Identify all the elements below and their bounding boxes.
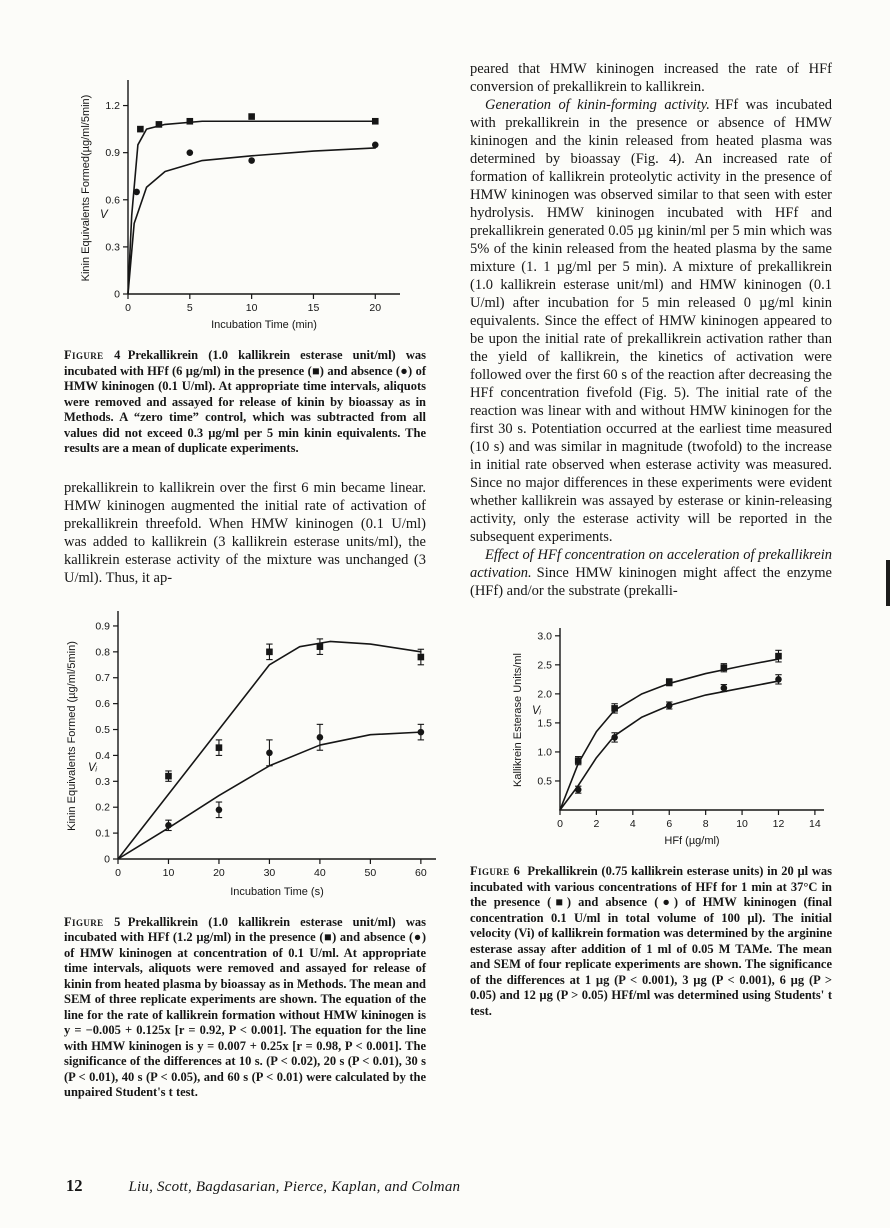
right-paragraph-effect [470,546,832,600]
figure4-chart [76,68,416,334]
figure6-chart [508,618,838,850]
figure-5 [62,601,426,906]
svg-text:0.4: 0.4 [95,749,110,762]
svg-text:3.0: 3.0 [537,630,552,643]
svg-text:50: 50 [364,866,377,879]
svg-text:20: 20 [213,866,225,879]
svg-text:0: 0 [115,866,121,879]
svg-text:40: 40 [314,866,326,879]
figure6-caption-label: Figure 6 [470,864,521,878]
svg-text:0: 0 [557,818,563,830]
svg-text:30: 30 [263,866,276,879]
running-authors: Liu, Scott, Bagdasarian, Pierce, Kaplan, and Colman [128,1179,461,1195]
svg-text:1.5: 1.5 [537,717,552,730]
svg-text:Vᵢ: Vᵢ [88,761,98,774]
svg-text:0.3: 0.3 [95,775,110,788]
svg-text:V: V [100,209,108,221]
svg-text:0: 0 [125,302,131,314]
right-column [470,60,832,1101]
svg-text:1.0: 1.0 [537,746,552,759]
figure5-caption-label: Figure 5 [64,914,121,929]
right-paragraph-generation [470,96,832,546]
svg-text:15: 15 [307,302,320,314]
svg-text:10: 10 [245,302,258,314]
left-body-paragraph: prekallikrein to kallikrein over the first 6 min became linear. HMW kininogen augmented the initial rate of activation of prekallikrein threefold. When HMW kininogen (0.1 U/ml) was added to kallikrein (3 kallikrein esterase units/ml), the kallikrein esterase activity of the mixture was unchanged (3 U/ml). Thus, it ap- [64,479,426,586]
svg-text:1.2: 1.2 [105,100,120,113]
figure-4 [76,68,426,339]
svg-text:0.3: 0.3 [105,241,120,254]
figure4-caption-text: Prekallikrein (1.0 kallikrein esterase unit/ml) was incubated with HFf (6 µg/ml) in the presence (■) and absence (●) of HMW kininogen (0.1 U/ml). At appropriate time intervals, aliquots were removed and assayed for release of kinin by bioassay as in Methods. A “zero time” control, which was subtracted from all values did not exceed 0.3 µg/ml per 5 min kinin equivalents. The results are a mean of duplicate experiments. [64,348,426,455]
figure5-chart [62,601,454,901]
svg-text:0.2: 0.2 [95,801,110,814]
svg-text:6: 6 [666,818,673,830]
svg-text:Incubation Time (min): Incubation Time (min) [211,319,317,331]
svg-text:0.7: 0.7 [95,671,110,684]
svg-text:0.5: 0.5 [537,775,552,788]
figure4-caption [64,348,426,457]
figure5-caption-text: Prekallikrein (1.0 kallikrein esterase unit/ml) was incubated with HFf (1.2 µg/ml) in the presence (■) and absence (●) of HMW kininogen at concentration of 0.1 U/ml. At appropriate time intervals, aliquots were removed and assayed for release of kinin from heated plasma by bioassay as in Methods. The mean and SEM of three replicate experiments are shown. The equation of the line for the rate of kallikrein formation without HMW kininogen is y = −0.005 + 0.125x [r = 0.92, P < 0.001]. The equation for the line with HMW kininogen is y = 0.007 + 0.25x [r = 0.98, P < 0.001]. The significance of the differences at 10 s. (P < 0.02), 20 s (P < 0.01), 30 s (P < 0.01), 40 s (P < 0.05), and 60 s (P < 0.01) were calculated by the unpaired Student's t test. [64,914,426,1099]
svg-text:0: 0 [114,288,120,301]
figure-6 [508,618,832,855]
two-column-layout [64,60,832,1101]
svg-text:2.0: 2.0 [537,688,552,701]
svg-text:10: 10 [162,866,175,879]
svg-text:Incubation Time (s): Incubation Time (s) [230,885,324,898]
generation-heading: Generation of kinin-forming activity. [485,97,710,113]
svg-text:Vᵢ: Vᵢ [532,705,542,717]
svg-text:8: 8 [702,818,709,830]
left-column [64,60,426,1101]
figure6-caption-text: Prekallikrein (0.75 kallikrein esterase units) in 20 µl was incubated with various concentrations of HFf for 1 min at 37°C in the presence (■) and absence (●) of HMW kininogen (final concentration 0.1 U/ml in total volume of 100 µl). The initial velocity (Vi) of kallikrein formation was determined by the arginine esterase assay after addition of 1 ml of 0.05 M TAMe. The mean and SEM of four replicate experiments are shown. The significance of the differences at 1 µg (P < 0.001), 3 µg (P < 0.001), 6 µg (P > 0.05) and 12 µg (P > 0.05) HFf/ml was determined using Students' t test. [470,864,832,1018]
svg-text:0.6: 0.6 [95,697,110,710]
page-number: 12 [66,1176,83,1195]
page-footer [66,1176,832,1196]
figure6-caption [470,864,832,1019]
svg-text:0.8: 0.8 [95,645,110,658]
svg-text:0.9: 0.9 [105,147,120,160]
svg-text:10: 10 [736,818,748,830]
effect-text: Since HMW kininogen might affect the enzyme (HFf) and/or the substrate (prekalli- [470,565,832,599]
effect-heading: Effect of HFf concentration on acceleration of prekallikrein activation. [470,547,832,581]
svg-text:5: 5 [186,302,193,314]
right-paragraph-continuation: peared that HMW kininogen increased the rate of HFf conversion of prekallikrein to kallikrein. [470,61,832,95]
svg-text:Kinin Equivalents Formed (µg/m: Kinin Equivalents Formed (µg/ml/5min) [66,640,78,831]
svg-text:HFf (µg/ml): HFf (µg/ml) [664,835,720,847]
svg-text:2: 2 [593,818,600,830]
svg-text:0.1: 0.1 [95,827,110,840]
svg-text:0.5: 0.5 [95,723,110,736]
figure4-caption-label: Figure 4 [64,348,121,362]
svg-text:14: 14 [809,818,821,830]
svg-text:4: 4 [629,818,636,830]
svg-text:Kallikrein Esterase Units/ml: Kallikrein Esterase Units/ml [512,653,524,787]
svg-text:Kinin Equivalents Formed(µg/ml: Kinin Equivalents Formed(µg/ml/5min) [80,94,92,282]
svg-text:60: 60 [415,866,427,879]
svg-text:20: 20 [369,302,382,314]
svg-text:0.6: 0.6 [105,194,120,207]
svg-text:2.5: 2.5 [537,659,552,672]
svg-text:12: 12 [772,818,785,830]
figure5-caption [64,915,426,1101]
svg-text:0: 0 [104,853,110,865]
svg-text:0.9: 0.9 [95,619,110,632]
scan-artifact [886,560,890,606]
generation-text: HFf was incubated with prekallikrein in the presence or absence of HMW kininogen and the kinin released from heated plasma was determined by bioassay (Fig. 4). An increased rate of formation of kallikrein proteolytic activity in the presence of HMW kininogen was observed similar to that seen with ester hydrolysis. HMW kininogen incubated with HFf and prekallikrein generated 0.05 µg kinin/ml per 5 min which was 5% of the kinin released from the heated plasma by the same mixture (1. 1 µg/ml per 5 min). A mixture of prekallikrein (1.0 kallikrein esterase unit/ml) and HMW kininogen (0.1 U/ml) after incubation for 5 min released 0 µg/ml kinin equivalents. Since the effect of HMW kininogen appeared to be upon the initial rate of prekallikrein activation rather than the yield of kallikrein, the kinetics of activation were followed over the first 60 s of the reaction after decreasing the HFf concentration fivefold (Fig. 5). The initial rate of the reaction was linear with and without HMW kininogen for the first 30 s. Potentiation occurred at the earliest time measured (10 s) and was similar in magnitude (twofold) to the increase in initial rate observed when esterase activity was measured. Since no major differences in these experiments were evident whether kallikrein was assayed by esterase or kinin-releasing activity, only the esterase activity will be reported in the subsequent experiments. [470,97,833,545]
